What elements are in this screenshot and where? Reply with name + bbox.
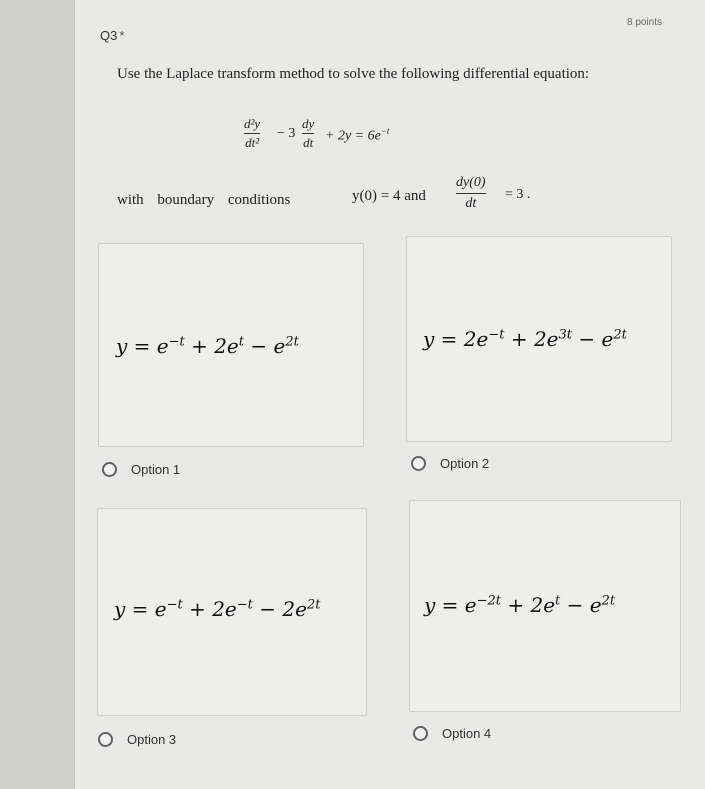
option-4-image[interactable] xyxy=(409,500,681,712)
option-3-choice[interactable] xyxy=(98,732,176,747)
option-3-radio[interactable] xyxy=(98,732,113,747)
option-3-label: Option 3 xyxy=(127,732,177,747)
option-1-formula: $y = e^{-t} + 2e^t - e^{2t}$ xyxy=(116,334,299,358)
option-4-radio[interactable] xyxy=(413,726,428,741)
question-title: Q3 * xyxy=(100,28,125,43)
option-3-formula: $y = e^{-t} + 2e^{-t} - 2e^{2t}$ xyxy=(114,597,321,621)
required-mark: * xyxy=(119,28,125,43)
points-label: 8 points xyxy=(627,17,663,28)
option-1-radio[interactable] xyxy=(102,462,117,477)
option-2-image[interactable] xyxy=(406,236,672,442)
option-2-choice[interactable] xyxy=(411,456,489,471)
option-2-radio[interactable] xyxy=(411,456,426,471)
question-prompt: Use the Laplace transform method to solve the following differential equation: xyxy=(117,66,590,82)
boundary-condition-tail: = 3 . xyxy=(505,187,531,202)
option-2-label: Option 2 xyxy=(440,456,490,471)
option-4-formula: $y = e^{-2t} + 2e^t - e^{2t}$ xyxy=(424,593,616,617)
option-2-formula: $y = 2e^{-t} + 2e^{3t} - e^{2t}$ xyxy=(423,327,627,351)
option-4-label: Option 4 xyxy=(442,726,492,741)
boundary-condition-1: y(0) = 4 and xyxy=(352,188,426,204)
boundary-conditions-text: with boundary conditions xyxy=(117,192,291,208)
option-1-label: Option 1 xyxy=(131,462,181,477)
option-1-choice[interactable] xyxy=(102,462,180,477)
option-1-image[interactable] xyxy=(98,243,364,447)
option-3-image[interactable] xyxy=(97,508,367,716)
boundary-condition-2: dy(0) dt xyxy=(456,175,486,211)
option-4-choice[interactable] xyxy=(413,726,491,741)
